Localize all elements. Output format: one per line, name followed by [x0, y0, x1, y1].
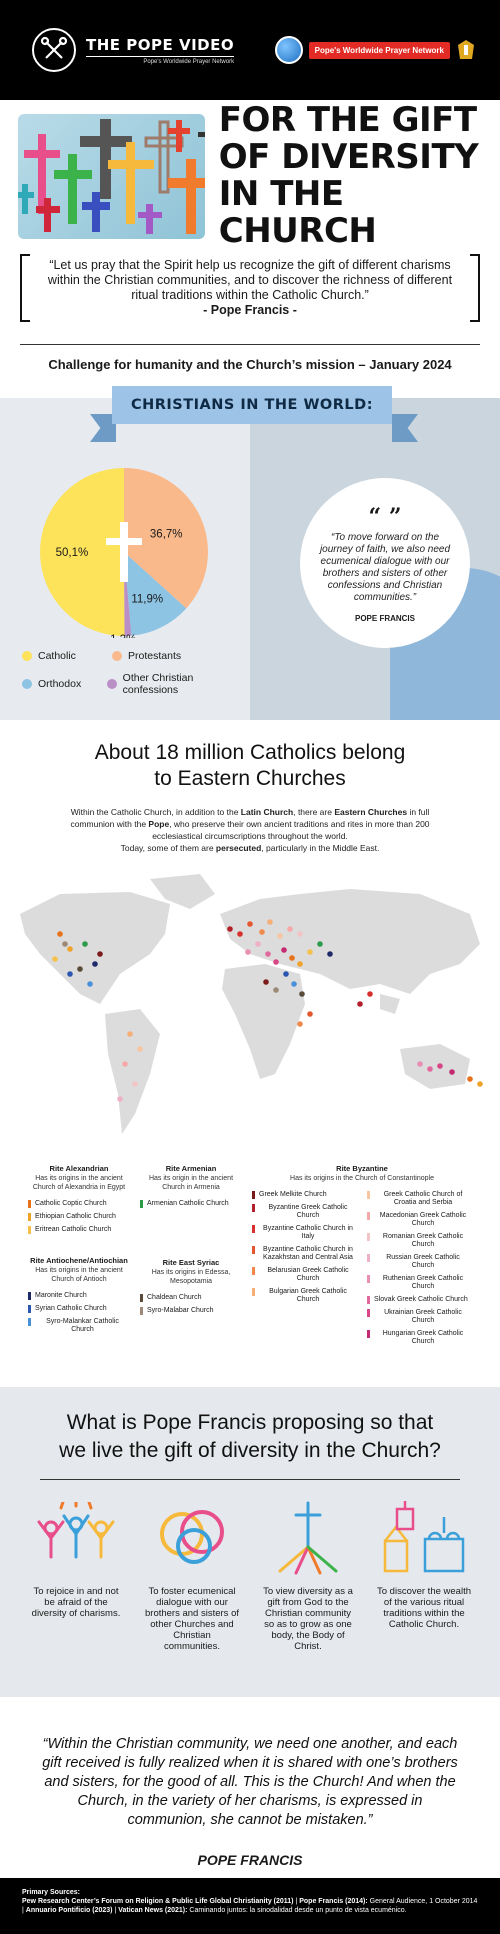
eastern-body: Within the Catholic Church, in addition to the Latin Church, there are Eastern Churches in full communion with the Pope, who preserve their own ancient traditions and rites in more than 200 ecclesiastical circumscriptions throughout the world. Today, some of them are persecuted, particularly in the Middle East.	[70, 807, 430, 853]
rites-column-2	[140, 1164, 242, 1363]
church-location-dot	[327, 951, 333, 957]
church-location-dot	[57, 931, 63, 937]
rites-column-1	[28, 1164, 130, 1363]
pie-data-label: 50,1%	[55, 547, 89, 560]
color-swatch	[252, 1204, 255, 1212]
church-location-dot	[297, 931, 303, 937]
church-location-dot	[117, 1096, 123, 1102]
proposals-section	[0, 1387, 500, 1697]
church-name: Bulgarian Greek Catholic Church	[269, 1288, 347, 1303]
final-quote-author: POPE FRANCIS	[197, 1852, 303, 1868]
church-location-dot	[87, 981, 93, 987]
speech-bubble	[300, 478, 470, 648]
church-item	[28, 1200, 130, 1208]
church-location-dot	[97, 951, 103, 957]
church-item	[28, 1226, 130, 1234]
brand-title: THE POPE VIDEO	[86, 35, 235, 54]
church-name: Ruthenian Greek Catholic Church	[382, 1275, 464, 1290]
church-location-dot	[291, 981, 297, 987]
church-location-dot	[52, 956, 58, 962]
intention-author: - Pope Francis -	[203, 303, 297, 317]
church-item	[367, 1233, 472, 1249]
church-location-dot	[477, 1081, 483, 1087]
church-location-dot	[227, 926, 233, 932]
church-location-dot	[297, 1021, 303, 1027]
color-swatch	[140, 1307, 143, 1315]
sources-text: Pew Research Center’s Forum on Religion & Public Life Global Christianity (2011) | Pope Francis (2014): General Audience, 1 October 2014 | Annuario Pontificio (2023) | Vatican News (2021): Caminando juntos: la sinodalidad desde un punto de vista ecuménico.	[22, 1898, 478, 1914]
church-item	[28, 1213, 130, 1221]
rite-byzantine: Rite Byzantine Has its origins in the Church of Constantinople Greek Melkite Church Byzantine Greek Catholic Church Byzantine Catholic Church in Italy Byzantine Catholic Church in Kazakhstan and Central Asia Belarusian Greek Catholic Church Bulgarian Greek Catholic Church Greek Catholic Church of Croatia and Serbia Macedonian Greek Catholic Church Romanian Greek Catholic Church Russian Greek Catholic Church Ruthenian Greek Catholic Church Slovak Greek Catholic Church Ukrainian Greek Catholic Church Hungarian Greek Catholic Church	[252, 1164, 472, 1351]
sources-title: Primary Sources:	[22, 1889, 80, 1896]
church-location-dot	[237, 931, 243, 937]
church-item	[140, 1307, 242, 1315]
pie-data-label	[110, 634, 136, 638]
pie-legend	[22, 650, 242, 706]
final-quote-text: “Within the Christian community, we need one another, and each gift received is fully realized when it is shared with one’s brothers and sisters, for the good of all. This is the Church! And when the Church, in the variety of her charisms, is expressed in communion, she cannot be mistaken.”	[42, 1736, 458, 1828]
church-location-dot	[277, 933, 283, 939]
church-item	[367, 1309, 472, 1325]
rite-alexandrian: Rite Alexandrian Has its origins in the ancient Church of Alexandria in Egypt Catholic Coptic Church Ethiopian Catholic Church Eritrean Catholic Church	[28, 1164, 130, 1234]
church-location-dot	[307, 949, 313, 955]
quote-marks-icon: “ ”	[368, 503, 402, 530]
color-swatch	[140, 1200, 143, 1208]
proposal-rejoice: To rejoice in and not be afraid of the diversity of charisms.	[28, 1498, 124, 1652]
church-name: Syrian Catholic Church	[35, 1305, 107, 1312]
church-name: Ukrainian Greek Catholic Church	[384, 1309, 462, 1324]
church-name: Eritrean Catholic Church	[35, 1226, 112, 1233]
church-name: Catholic Coptic Church	[35, 1200, 107, 1207]
church-item	[252, 1204, 357, 1220]
church-location-dot	[299, 991, 305, 997]
church-location-dot	[427, 1066, 433, 1072]
prayer-network-brand[interactable]	[275, 36, 476, 64]
color-swatch	[252, 1267, 255, 1275]
church-name: Greek Catholic Church of Croatia and Serbia	[383, 1191, 463, 1206]
church-location-dot	[289, 955, 295, 961]
rites-legend	[0, 1154, 500, 1363]
radiant-cross-icon	[260, 1498, 356, 1576]
final-quote	[0, 1697, 500, 1907]
pope-video-brand[interactable]	[32, 28, 234, 72]
christians-section	[0, 398, 500, 720]
crossed-keys-icon	[32, 28, 76, 72]
church-name: Romanian Greek Catholic Church	[382, 1233, 464, 1248]
church-location-dot	[265, 951, 271, 957]
color-swatch	[367, 1212, 370, 1220]
brand-subtitle: Pope's Worldwide Prayer Network	[86, 56, 234, 65]
churches-icon	[376, 1498, 472, 1576]
church-item	[367, 1275, 472, 1291]
pie-chart-svg	[38, 466, 210, 638]
church-item	[140, 1200, 242, 1208]
church-name: Byzantine Catholic Church in Kazakhstan and Central Asia	[263, 1246, 353, 1261]
church-item	[28, 1292, 130, 1300]
church-location-dot	[297, 961, 303, 967]
eastern-churches-section	[0, 720, 500, 1363]
church-item	[367, 1212, 472, 1228]
color-swatch	[28, 1213, 31, 1221]
church-item	[367, 1191, 472, 1207]
color-swatch	[367, 1330, 370, 1338]
church-name: Byzantine Catholic Church in Italy	[263, 1225, 353, 1240]
color-swatch	[28, 1305, 31, 1313]
legend-item-orthodox: Orthodox	[22, 672, 97, 696]
joyful-people-icon	[28, 1498, 124, 1576]
color-swatch	[252, 1246, 255, 1254]
church-location-dot	[263, 979, 269, 985]
church-name: Hungarian Greek Catholic Church	[382, 1330, 464, 1345]
church-location-dot	[245, 949, 251, 955]
cross-icon	[106, 538, 142, 545]
church-location-dot	[467, 1076, 473, 1082]
network-badge: Pope's Worldwide Prayer Network	[309, 42, 450, 59]
church-location-dot	[67, 971, 73, 977]
church-location-dot	[273, 959, 279, 965]
church-name: Maronite Church	[35, 1292, 87, 1299]
church-location-dot	[317, 941, 323, 947]
church-location-dot	[137, 1046, 143, 1052]
church-location-dot	[132, 1081, 138, 1087]
cross-icon	[18, 119, 205, 234]
rite-east-syriac: Rite East Syriac Has its origins in Edessa, Mesopotamia Chaldean Church Syro-Malabar Church	[140, 1258, 242, 1315]
color-swatch	[28, 1226, 31, 1234]
proposal-traditions: To discover the wealth of the various ritual traditions within the Catholic Church.	[376, 1498, 472, 1652]
ribbon-heading: CHRISTIANS IN THE WORLD:	[112, 386, 392, 424]
rites-column-3	[252, 1164, 472, 1363]
church-location-dot	[62, 941, 68, 947]
color-swatch	[252, 1191, 255, 1199]
church-location-dot	[259, 929, 265, 935]
church-location-dot	[449, 1069, 455, 1075]
church-location-dot	[127, 1031, 133, 1037]
challenge-heading: Challenge for humanity and the Church’s mission – January 2024	[20, 344, 480, 396]
proposals-title: What is Pope Francis proposing so that we live the gift of diversity in the Church?	[59, 1411, 441, 1462]
title-block	[0, 100, 500, 251]
church-name: Greek Melkite Church	[259, 1191, 327, 1198]
color-swatch	[367, 1191, 370, 1199]
prayer-intention	[20, 254, 480, 322]
legend-item-catholic: Catholic	[22, 650, 102, 662]
church-name: Slovak Greek Catholic Church	[374, 1296, 468, 1303]
globe-icon	[275, 36, 303, 64]
church-name: Belarusian Greek Catholic Church	[267, 1267, 349, 1282]
church-location-dot	[247, 921, 253, 927]
color-swatch	[252, 1288, 255, 1296]
pie-panel	[0, 398, 250, 720]
color-swatch	[140, 1294, 143, 1302]
church-location-dot	[77, 966, 83, 972]
church-name: Ethiopian Catholic Church	[35, 1213, 116, 1220]
top-banner	[0, 0, 500, 100]
church-name: Syro-Malankar Catholic Church	[46, 1318, 119, 1333]
color-swatch	[367, 1233, 370, 1241]
color-swatch	[367, 1275, 370, 1283]
color-swatch	[28, 1200, 31, 1208]
intention-text: “Let us pray that the Spirit help us recognize the gift of different charisms within the Christian communities, and to discover the richness of different ritual traditions within the Catholic Church.”	[47, 258, 453, 302]
legend-item-protestants: Protestants	[112, 650, 181, 662]
church-item	[252, 1246, 357, 1262]
pie-data-label: 36,7%	[149, 528, 183, 541]
church-item	[252, 1191, 357, 1199]
church-location-dot	[367, 991, 373, 997]
sources-footer	[0, 1878, 500, 1934]
church-item	[367, 1254, 472, 1270]
proposal-body-of-christ: To view diversity as a gift from God to the Christian community so as to grow as one body, the Body of Christ.	[260, 1498, 356, 1652]
color-swatch	[367, 1309, 370, 1317]
pie-data-label: 11,9%	[131, 593, 164, 606]
church-location-dot	[307, 1011, 313, 1017]
church-name: Chaldean Church	[147, 1294, 202, 1301]
speech-quote: “To move forward on the journey of faith, we also need ecumenical dialogue with our brothers and sisters of other confessions and Christian communities.”	[319, 531, 451, 603]
church-item	[252, 1288, 357, 1304]
color-swatch	[28, 1292, 31, 1300]
color-swatch	[367, 1296, 370, 1304]
color-swatch	[252, 1225, 255, 1233]
world-map	[0, 874, 500, 1154]
church-item	[367, 1330, 472, 1346]
church-item	[28, 1305, 130, 1313]
church-location-dot	[357, 1001, 363, 1007]
cross-icon	[120, 522, 128, 582]
church-item	[252, 1225, 357, 1241]
church-name: Russian Greek Catholic Church	[386, 1254, 460, 1269]
church-name: Syro-Malabar Church	[147, 1307, 214, 1314]
papal-seal-icon	[456, 39, 476, 61]
speech-bubbles-icon	[144, 1498, 240, 1576]
church-location-dot	[287, 926, 293, 932]
rite-armenian: Rite Armenian Has its origin in the ancient Church in Armenia Armenian Catholic Church	[140, 1164, 242, 1208]
church-location-dot	[267, 919, 273, 925]
church-location-dot	[273, 987, 279, 993]
church-location-dot	[281, 947, 287, 953]
church-location-dot	[92, 961, 98, 967]
church-name: Byzantine Greek Catholic Church	[268, 1204, 348, 1219]
church-item	[367, 1296, 472, 1304]
church-name: Armenian Catholic Church	[147, 1200, 229, 1207]
church-location-dot	[67, 946, 73, 952]
church-location-dot	[255, 941, 261, 947]
church-name: Macedonian Greek Catholic Church	[379, 1212, 467, 1227]
legend-item-other: Other Christian confessions	[107, 672, 242, 696]
church-location-dot	[437, 1063, 443, 1069]
church-location-dot	[417, 1061, 423, 1067]
speech-author: POPE FRANCIS	[354, 613, 415, 623]
eastern-title: About 18 million Catholics belong to Eastern Churches	[94, 741, 406, 790]
church-locations	[0, 874, 500, 1154]
church-location-dot	[283, 971, 289, 977]
pie-chart	[38, 466, 210, 638]
church-location-dot	[82, 941, 88, 947]
rite-antiochene: Rite Antiochene/Antiochian Has its origins in the ancient Church of Antioch Maronite Church Syrian Catholic Church Syro-Malankar Catholic Church	[28, 1256, 130, 1334]
church-item	[28, 1318, 130, 1334]
color-swatch	[367, 1254, 370, 1262]
proposal-dialogue: To foster ecumenical dialogue with our brothers and sisters of other Churches and Christian communities.	[144, 1498, 240, 1652]
church-item	[140, 1294, 242, 1302]
crosses-illustration	[18, 114, 205, 239]
church-item	[252, 1267, 357, 1283]
church-location-dot	[122, 1061, 128, 1067]
color-swatch	[28, 1318, 31, 1326]
main-title: FOR THE GIFT OF DIVERSITY IN THE CHURCH	[218, 100, 479, 251]
